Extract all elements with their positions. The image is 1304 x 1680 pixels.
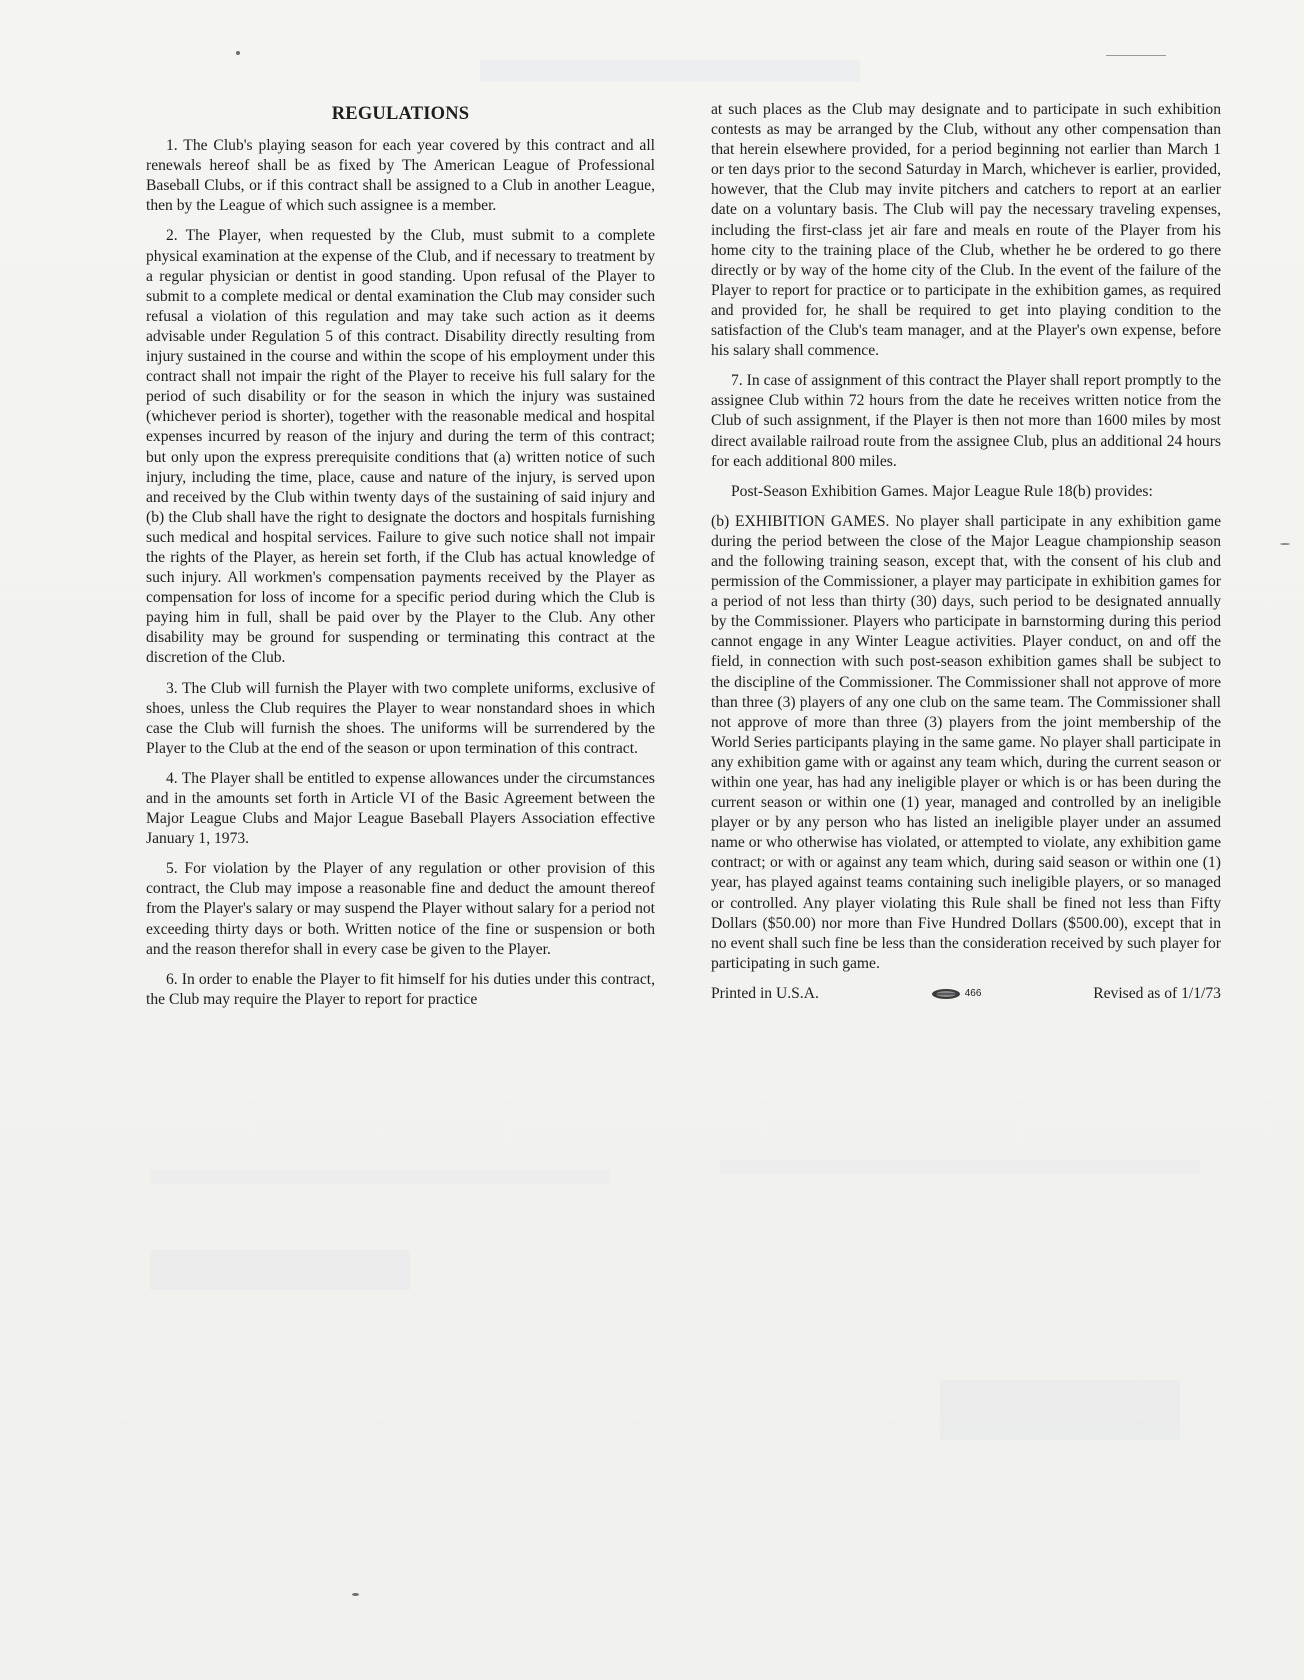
regulation-2: 2. The Player, when requested by the Club, must submit to a complete physical examination at the expense of the Club, and if necessary to treatment by a regular physician or dentist in good standing. Upon refusal of the Player to submit to a complete medical or dental examination the Club may consider such refusal a violation of this regulation and may take such action as it deems advisable under Regulation 5 of this contract. Disability directly resulting from injury sustained in the course and within the scope of his employment under this contract shall not impair the right of the Player to receive his full salary for the period of such disability or for the season in which the injury was sustained (whichever period is shorter), together with the reasonable medical and hospital expenses incurred by reason of the injury and during the term of this contract; but only upon the express prerequisite conditions that (a) written notice of such injury, including the time, place, cause and nature of the injury, is served upon and received by the Club within twenty days of the sustaining of said injury and (b) the Club shall have the right to designate the doctors and hospitals furnishing such medical and hospital services. Failure to give such notice shall not impair the rights of the Player, as herein set forth, if the Club has actual knowledge of such injury. All workmen's compensation payments received by the Player as compensation for loss of income for a specific period during which the Club is paying him in full, shall be paid over by the Player to the Club. Any other disability may be ground for suspending or terminating this contract at the discretion of the Club. bbox=[146, 227, 655, 667]
page-title: REGULATIONS bbox=[331, 104, 470, 124]
regulation-6: 6. In order to enable the Player to fit himself for his duties under this contract, the Club may require the Player to report for practice bbox=[146, 970, 655, 1008]
show-through-ghost bbox=[720, 1160, 1200, 1174]
show-through-ghost bbox=[150, 1170, 610, 1184]
regulation-3: 3. The Club will furnish the Player with two complete uniforms, exclusive of shoes, unless the Club requires the Player to wear nonstandard shoes in which case the Club will furnish the shoes. The uniforms will be surrendered by the Player to the Club at the end of the season or upon termination of this contract. bbox=[146, 679, 655, 757]
regulation-4: 4. The Player shall be entitled to expense allowances under the circumstances and in the amounts set forth in Article VI of the Basic Agreement between the Major League Clubs and Major League Baseball Players Association effective January 1, 1973. bbox=[146, 769, 655, 848]
union-label bbox=[931, 984, 982, 1004]
paper-speck bbox=[236, 51, 240, 55]
union-bug-icon bbox=[931, 988, 961, 1000]
left-column bbox=[146, 100, 655, 1020]
show-through-ghost bbox=[940, 1380, 1180, 1440]
regulation-6-continued: at such places as the Club may designate and to participate in such exhibition contests as may be arranged by the Club, without any other compensation than that herein elsewhere provided, for a period beginning not earlier than March 1 or ten days prior to the second Saturday in March, whichever is earlier, provided, however, that the Club may invite pitchers and catchers to report at an earlier date on a voluntary basis. The Club will pay the necessary traveling expenses, including the first-class jet air fare and meals en route of the Player from his home city to the training place of the Club, whether he be ordered to go there directly or by way of the home city of the Club. In the event of the failure of the Player to report for practice or to participate in the exhibition games, as required and provided for, he shall be required to get into playing condition to the satisfaction of the Club's team manager, and at the Player's own expense, before his salary shall commence. bbox=[711, 101, 1221, 360]
regulation-5: 5. For violation by the Player of any regulation or other provision of this contract, the Club may impose a reasonable fine and deduct the amount thereof from the Player's salary or may suspend the Player without salary for a period not exceeding thirty days or both. Written notice of the fine or suspension or both and the reason therefor shall in every case be given to the Player. bbox=[146, 860, 655, 958]
page-footer bbox=[711, 984, 1221, 1004]
revised-date: Revised as of 1/1/73 bbox=[1093, 984, 1221, 1002]
paper-speck bbox=[1106, 55, 1166, 56]
paper-speck bbox=[1280, 543, 1290, 545]
form-number: 466 bbox=[964, 987, 982, 999]
right-column bbox=[711, 100, 1221, 1004]
show-through-ghost bbox=[480, 60, 860, 82]
printed-in-label: Printed in U.S.A. bbox=[711, 984, 819, 1002]
regulation-7: 7. In case of assignment of this contract the Player shall report promptly to the assignee Club within 72 hours from the date he receives written notice from the Club of such assignment, if the Player is then not more than 1600 miles by most direct available railroad route from the assignee Club, plus an additional 24 hours for each additional 800 miles. bbox=[711, 372, 1221, 470]
paper-speck bbox=[352, 1593, 359, 1596]
post-season-heading: Post-Season Exhibition Games. Major League Rule 18(b) provides: bbox=[731, 482, 1153, 500]
regulation-1: 1. The Club's playing season for each year covered by this contract and all renewals hereof shall be as fixed by The American League of Professional Baseball Clubs, or if this contract shall be assigned to a Club in another League, then by the League of which such assignee is a member. bbox=[146, 137, 655, 215]
show-through-ghost bbox=[150, 1250, 410, 1290]
rule-18b-text: (b) EXHIBITION GAMES. No player shall participate in any exhibition game during the period between the close of the Major League championship season and the following training season, except that, with the consent of his club and permission of the Commissioner, a player may participate in exhibition games for a period of not less than thirty (30) days, such period to be designated annually by the Commissioner. Players who participate in barnstorming during this period cannot engage in any Winter League activities. Player conduct, on and off the field, in connection with such post-season exhibition games shall be subject to the discipline of the Commissioner. The Commissioner shall not approve of more than three (3) players of any one club on the same team. The Commissioner shall not approve of more than three (3) players from the joint membership of the World Series participants playing in the same game. No player shall participate in any exhibition game with or against any team which, during the current season or within one year, has had any ineligible player or which is or has been during the current season or within one (1) year, managed and controlled by an ineligible player or by any person who has listed an ineligible player under an assumed name or who otherwise has violated, or attempted to violate, any exhibition game contract; or with or against any team which, during said season or within one (1) year, has played against teams containing such ineligible players, or so managed or controlled. Any player violating this Rule shall be fined not less than Fifty Dollars ($50.00) nor more than Five Hundred Dollars ($500.00), except that in no event shall such fine be less than the consideration received by such player for participating in such game. bbox=[711, 512, 1221, 972]
